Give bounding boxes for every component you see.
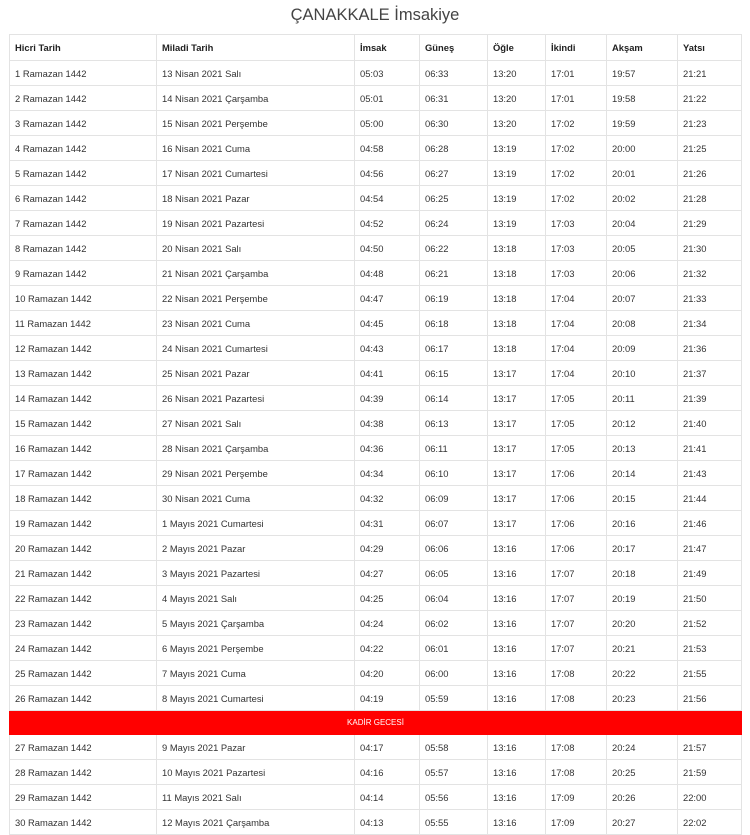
cell-gunes: 06:28 — [420, 136, 488, 161]
cell-hicri-tarih: 4 Ramazan 1442 — [10, 136, 157, 161]
cell-imsak: 04:52 — [355, 211, 420, 236]
cell-hicri-tarih: 8 Ramazan 1442 — [10, 236, 157, 261]
cell-yatsi: 21:50 — [678, 586, 742, 611]
cell-hicri-tarih: 14 Ramazan 1442 — [10, 386, 157, 411]
cell-yatsi: 21:21 — [678, 61, 742, 86]
cell-ogle: 13:19 — [488, 211, 546, 236]
cell-imsak: 05:03 — [355, 61, 420, 86]
cell-miladi-tarih: 4 Mayıs 2021 Salı — [157, 586, 355, 611]
cell-miladi-tarih: 17 Nisan 2021 Cumartesi — [157, 161, 355, 186]
cell-ikindi: 17:09 — [546, 810, 607, 835]
cell-hicri-tarih: 9 Ramazan 1442 — [10, 261, 157, 286]
cell-yatsi: 21:49 — [678, 561, 742, 586]
cell-aksam: 19:58 — [607, 86, 678, 111]
cell-aksam: 20:24 — [607, 735, 678, 760]
cell-imsak: 04:24 — [355, 611, 420, 636]
cell-yatsi: 21:28 — [678, 186, 742, 211]
cell-yatsi: 21:30 — [678, 236, 742, 261]
cell-miladi-tarih: 14 Nisan 2021 Çarşamba — [157, 86, 355, 111]
cell-gunes: 06:27 — [420, 161, 488, 186]
cell-hicri-tarih: 26 Ramazan 1442 — [10, 686, 157, 711]
cell-miladi-tarih: 8 Mayıs 2021 Cumartesi — [157, 686, 355, 711]
table-row — [10, 511, 742, 536]
cell-miladi-tarih: 27 Nisan 2021 Salı — [157, 411, 355, 436]
cell-yatsi: 21:47 — [678, 536, 742, 561]
cell-ikindi: 17:04 — [546, 311, 607, 336]
cell-imsak: 05:00 — [355, 111, 420, 136]
cell-aksam: 20:20 — [607, 611, 678, 636]
cell-miladi-tarih: 15 Nisan 2021 Perşembe — [157, 111, 355, 136]
table-row — [10, 311, 742, 336]
header-miladi-tarih: Miladi Tarih — [157, 35, 355, 61]
cell-aksam: 20:05 — [607, 236, 678, 261]
cell-ikindi: 17:01 — [546, 61, 607, 86]
cell-gunes: 06:02 — [420, 611, 488, 636]
table-row — [10, 686, 742, 711]
cell-yatsi: 21:55 — [678, 661, 742, 686]
cell-yatsi: 21:33 — [678, 286, 742, 311]
header-gunes: Güneş — [420, 35, 488, 61]
cell-hicri-tarih: 7 Ramazan 1442 — [10, 211, 157, 236]
cell-ogle: 13:16 — [488, 661, 546, 686]
cell-ogle: 13:18 — [488, 286, 546, 311]
cell-aksam: 20:09 — [607, 336, 678, 361]
cell-aksam: 20:19 — [607, 586, 678, 611]
cell-aksam: 20:15 — [607, 486, 678, 511]
cell-aksam: 20:26 — [607, 785, 678, 810]
cell-ogle: 13:19 — [488, 136, 546, 161]
cell-ogle: 13:17 — [488, 436, 546, 461]
cell-aksam: 20:13 — [607, 436, 678, 461]
cell-ogle: 13:17 — [488, 461, 546, 486]
cell-gunes: 06:05 — [420, 561, 488, 586]
cell-ogle: 13:20 — [488, 61, 546, 86]
cell-imsak: 04:29 — [355, 536, 420, 561]
cell-ikindi: 17:04 — [546, 286, 607, 311]
table-row — [10, 61, 742, 86]
cell-aksam: 20:00 — [607, 136, 678, 161]
cell-ikindi: 17:04 — [546, 336, 607, 361]
cell-miladi-tarih: 20 Nisan 2021 Salı — [157, 236, 355, 261]
cell-imsak: 04:38 — [355, 411, 420, 436]
cell-imsak: 04:25 — [355, 586, 420, 611]
cell-gunes: 06:00 — [420, 661, 488, 686]
cell-aksam: 20:01 — [607, 161, 678, 186]
cell-aksam: 20:07 — [607, 286, 678, 311]
cell-ogle: 13:16 — [488, 686, 546, 711]
cell-gunes: 06:07 — [420, 511, 488, 536]
table-row — [10, 636, 742, 661]
cell-imsak: 04:36 — [355, 436, 420, 461]
cell-ogle: 13:17 — [488, 511, 546, 536]
cell-yatsi: 21:59 — [678, 760, 742, 785]
kadir-gecesi-label: KADİR GECESİ — [10, 711, 742, 735]
cell-ikindi: 17:02 — [546, 136, 607, 161]
cell-gunes: 06:30 — [420, 111, 488, 136]
cell-miladi-tarih: 22 Nisan 2021 Perşembe — [157, 286, 355, 311]
table-row — [10, 536, 742, 561]
table-row — [10, 161, 742, 186]
cell-hicri-tarih: 3 Ramazan 1442 — [10, 111, 157, 136]
cell-miladi-tarih: 12 Mayıs 2021 Çarşamba — [157, 810, 355, 835]
cell-hicri-tarih: 5 Ramazan 1442 — [10, 161, 157, 186]
cell-yatsi: 21:41 — [678, 436, 742, 461]
cell-yatsi: 21:29 — [678, 211, 742, 236]
page-title: ÇANAKKALE İmsakiye — [290, 6, 460, 24]
table-row — [10, 486, 742, 511]
cell-ikindi: 17:07 — [546, 611, 607, 636]
cell-miladi-tarih: 21 Nisan 2021 Çarşamba — [157, 261, 355, 286]
cell-ikindi: 17:07 — [546, 586, 607, 611]
cell-ogle: 13:18 — [488, 336, 546, 361]
cell-ikindi: 17:08 — [546, 686, 607, 711]
table-row — [10, 810, 742, 835]
cell-aksam: 20:21 — [607, 636, 678, 661]
cell-imsak: 04:16 — [355, 760, 420, 785]
cell-miladi-tarih: 24 Nisan 2021 Cumartesi — [157, 336, 355, 361]
cell-hicri-tarih: 21 Ramazan 1442 — [10, 561, 157, 586]
cell-ikindi: 17:06 — [546, 461, 607, 486]
cell-yatsi: 21:23 — [678, 111, 742, 136]
cell-ikindi: 17:01 — [546, 86, 607, 111]
cell-yatsi: 21:36 — [678, 336, 742, 361]
cell-gunes: 06:25 — [420, 186, 488, 211]
cell-ikindi: 17:07 — [546, 636, 607, 661]
cell-imsak: 04:56 — [355, 161, 420, 186]
cell-ogle: 13:20 — [488, 86, 546, 111]
cell-ogle: 13:19 — [488, 186, 546, 211]
table-row — [10, 586, 742, 611]
cell-ikindi: 17:06 — [546, 511, 607, 536]
cell-aksam: 19:57 — [607, 61, 678, 86]
cell-aksam: 20:10 — [607, 361, 678, 386]
cell-miladi-tarih: 3 Mayıs 2021 Pazartesi — [157, 561, 355, 586]
table-row — [10, 735, 742, 760]
cell-ogle: 13:17 — [488, 386, 546, 411]
cell-yatsi: 21:34 — [678, 311, 742, 336]
header-hicri-tarih: Hicri Tarih — [10, 35, 157, 61]
cell-miladi-tarih: 6 Mayıs 2021 Perşembe — [157, 636, 355, 661]
cell-hicri-tarih: 2 Ramazan 1442 — [10, 86, 157, 111]
cell-aksam: 20:18 — [607, 561, 678, 586]
cell-aksam: 20:27 — [607, 810, 678, 835]
cell-yatsi: 21:52 — [678, 611, 742, 636]
cell-yatsi: 21:40 — [678, 411, 742, 436]
cell-miladi-tarih: 30 Nisan 2021 Cuma — [157, 486, 355, 511]
cell-ogle: 13:16 — [488, 735, 546, 760]
cell-yatsi: 21:26 — [678, 161, 742, 186]
cell-miladi-tarih: 7 Mayıs 2021 Cuma — [157, 661, 355, 686]
cell-ogle: 13:16 — [488, 636, 546, 661]
table-row — [10, 336, 742, 361]
cell-gunes: 06:33 — [420, 61, 488, 86]
cell-aksam: 20:22 — [607, 661, 678, 686]
cell-ikindi: 17:02 — [546, 161, 607, 186]
cell-imsak: 04:41 — [355, 361, 420, 386]
cell-yatsi: 21:37 — [678, 361, 742, 386]
cell-ogle: 13:16 — [488, 810, 546, 835]
table-row — [10, 186, 742, 211]
cell-miladi-tarih: 10 Mayıs 2021 Pazartesi — [157, 760, 355, 785]
cell-imsak: 04:45 — [355, 311, 420, 336]
table-row — [10, 661, 742, 686]
table-row — [10, 386, 742, 411]
cell-yatsi: 21:32 — [678, 261, 742, 286]
cell-ikindi: 17:05 — [546, 386, 607, 411]
table-row — [10, 136, 742, 161]
cell-miladi-tarih: 9 Mayıs 2021 Pazar — [157, 735, 355, 760]
cell-gunes: 06:10 — [420, 461, 488, 486]
cell-ikindi: 17:05 — [546, 436, 607, 461]
cell-gunes: 06:11 — [420, 436, 488, 461]
cell-ikindi: 17:07 — [546, 561, 607, 586]
cell-miladi-tarih: 13 Nisan 2021 Salı — [157, 61, 355, 86]
cell-hicri-tarih: 12 Ramazan 1442 — [10, 336, 157, 361]
cell-imsak: 04:17 — [355, 735, 420, 760]
cell-imsak: 04:43 — [355, 336, 420, 361]
table-header-row — [10, 35, 742, 61]
table-row — [10, 361, 742, 386]
table-row — [10, 436, 742, 461]
cell-hicri-tarih: 28 Ramazan 1442 — [10, 760, 157, 785]
cell-hicri-tarih: 30 Ramazan 1442 — [10, 810, 157, 835]
cell-miladi-tarih: 23 Nisan 2021 Cuma — [157, 311, 355, 336]
cell-aksam: 20:08 — [607, 311, 678, 336]
cell-ikindi: 17:06 — [546, 486, 607, 511]
cell-miladi-tarih: 2 Mayıs 2021 Pazar — [157, 536, 355, 561]
cell-hicri-tarih: 6 Ramazan 1442 — [10, 186, 157, 211]
cell-miladi-tarih: 18 Nisan 2021 Pazar — [157, 186, 355, 211]
cell-hicri-tarih: 23 Ramazan 1442 — [10, 611, 157, 636]
cell-gunes: 06:17 — [420, 336, 488, 361]
cell-aksam: 20:06 — [607, 261, 678, 286]
cell-gunes: 06:04 — [420, 586, 488, 611]
header-ogle: Öğle — [488, 35, 546, 61]
cell-gunes: 06:01 — [420, 636, 488, 661]
cell-gunes: 05:58 — [420, 735, 488, 760]
cell-ikindi: 17:03 — [546, 261, 607, 286]
cell-hicri-tarih: 1 Ramazan 1442 — [10, 61, 157, 86]
cell-hicri-tarih: 24 Ramazan 1442 — [10, 636, 157, 661]
cell-miladi-tarih: 11 Mayıs 2021 Salı — [157, 785, 355, 810]
cell-yatsi: 22:02 — [678, 810, 742, 835]
cell-imsak: 04:19 — [355, 686, 420, 711]
cell-imsak: 04:58 — [355, 136, 420, 161]
cell-ogle: 13:17 — [488, 411, 546, 436]
cell-ogle: 13:16 — [488, 586, 546, 611]
cell-imsak: 04:27 — [355, 561, 420, 586]
cell-ikindi: 17:05 — [546, 411, 607, 436]
cell-ikindi: 17:04 — [546, 361, 607, 386]
cell-yatsi: 21:57 — [678, 735, 742, 760]
cell-miladi-tarih: 1 Mayıs 2021 Cumartesi — [157, 511, 355, 536]
header-aksam: Akşam — [607, 35, 678, 61]
cell-yatsi: 21:56 — [678, 686, 742, 711]
cell-gunes: 05:55 — [420, 810, 488, 835]
cell-gunes: 05:56 — [420, 785, 488, 810]
kadir-gecesi-row — [10, 711, 742, 735]
cell-aksam: 19:59 — [607, 111, 678, 136]
cell-aksam: 20:14 — [607, 461, 678, 486]
table-body — [10, 61, 742, 835]
table-row — [10, 286, 742, 311]
cell-hicri-tarih: 29 Ramazan 1442 — [10, 785, 157, 810]
cell-hicri-tarih: 17 Ramazan 1442 — [10, 461, 157, 486]
header-ikindi: İkindi — [546, 35, 607, 61]
cell-hicri-tarih: 15 Ramazan 1442 — [10, 411, 157, 436]
cell-hicri-tarih: 18 Ramazan 1442 — [10, 486, 157, 511]
cell-ikindi: 17:08 — [546, 735, 607, 760]
table-row — [10, 785, 742, 810]
cell-gunes: 06:31 — [420, 86, 488, 111]
cell-aksam: 20:11 — [607, 386, 678, 411]
cell-gunes: 06:24 — [420, 211, 488, 236]
cell-ogle: 13:20 — [488, 111, 546, 136]
cell-imsak: 04:14 — [355, 785, 420, 810]
cell-imsak: 05:01 — [355, 86, 420, 111]
table-row — [10, 261, 742, 286]
cell-yatsi: 22:00 — [678, 785, 742, 810]
cell-miladi-tarih: 16 Nisan 2021 Cuma — [157, 136, 355, 161]
cell-gunes: 06:21 — [420, 261, 488, 286]
cell-yatsi: 21:25 — [678, 136, 742, 161]
cell-gunes: 06:15 — [420, 361, 488, 386]
cell-imsak: 04:50 — [355, 236, 420, 261]
cell-miladi-tarih: 26 Nisan 2021 Pazartesi — [157, 386, 355, 411]
cell-yatsi: 21:46 — [678, 511, 742, 536]
table-row — [10, 86, 742, 111]
cell-yatsi: 21:39 — [678, 386, 742, 411]
cell-imsak: 04:32 — [355, 486, 420, 511]
cell-aksam: 20:23 — [607, 686, 678, 711]
cell-ogle: 13:16 — [488, 536, 546, 561]
cell-yatsi: 21:44 — [678, 486, 742, 511]
table-row — [10, 236, 742, 261]
cell-ogle: 13:16 — [488, 561, 546, 586]
cell-ogle: 13:16 — [488, 760, 546, 785]
cell-aksam: 20:02 — [607, 186, 678, 211]
cell-ikindi: 17:02 — [546, 111, 607, 136]
table-row — [10, 111, 742, 136]
cell-gunes: 05:59 — [420, 686, 488, 711]
cell-ikindi: 17:02 — [546, 186, 607, 211]
cell-miladi-tarih: 25 Nisan 2021 Pazar — [157, 361, 355, 386]
cell-imsak: 04:54 — [355, 186, 420, 211]
cell-hicri-tarih: 11 Ramazan 1442 — [10, 311, 157, 336]
cell-aksam: 20:17 — [607, 536, 678, 561]
cell-miladi-tarih: 28 Nisan 2021 Çarşamba — [157, 436, 355, 461]
cell-imsak: 04:47 — [355, 286, 420, 311]
cell-gunes: 06:09 — [420, 486, 488, 511]
cell-miladi-tarih: 19 Nisan 2021 Pazartesi — [157, 211, 355, 236]
cell-ogle: 13:18 — [488, 236, 546, 261]
cell-gunes: 06:18 — [420, 311, 488, 336]
cell-ikindi: 17:03 — [546, 211, 607, 236]
cell-ogle: 13:18 — [488, 311, 546, 336]
cell-miladi-tarih: 5 Mayıs 2021 Çarşamba — [157, 611, 355, 636]
cell-hicri-tarih: 16 Ramazan 1442 — [10, 436, 157, 461]
cell-aksam: 20:12 — [607, 411, 678, 436]
cell-hicri-tarih: 22 Ramazan 1442 — [10, 586, 157, 611]
cell-aksam: 20:16 — [607, 511, 678, 536]
cell-gunes: 06:22 — [420, 236, 488, 261]
table-row — [10, 611, 742, 636]
cell-ogle: 13:19 — [488, 161, 546, 186]
cell-ikindi: 17:08 — [546, 661, 607, 686]
cell-ogle: 13:18 — [488, 261, 546, 286]
cell-hicri-tarih: 13 Ramazan 1442 — [10, 361, 157, 386]
cell-gunes: 06:14 — [420, 386, 488, 411]
cell-imsak: 04:39 — [355, 386, 420, 411]
cell-gunes: 06:13 — [420, 411, 488, 436]
cell-ogle: 13:16 — [488, 785, 546, 810]
table-row — [10, 411, 742, 436]
cell-yatsi: 21:53 — [678, 636, 742, 661]
cell-hicri-tarih: 10 Ramazan 1442 — [10, 286, 157, 311]
table-row — [10, 211, 742, 236]
header-imsak: İmsak — [355, 35, 420, 61]
cell-imsak: 04:48 — [355, 261, 420, 286]
imsakiye-table — [9, 34, 742, 835]
cell-hicri-tarih: 27 Ramazan 1442 — [10, 735, 157, 760]
cell-imsak: 04:20 — [355, 661, 420, 686]
cell-gunes: 06:19 — [420, 286, 488, 311]
cell-ikindi: 17:06 — [546, 536, 607, 561]
cell-gunes: 06:06 — [420, 536, 488, 561]
cell-ikindi: 17:08 — [546, 760, 607, 785]
cell-hicri-tarih: 25 Ramazan 1442 — [10, 661, 157, 686]
cell-ogle: 13:16 — [488, 611, 546, 636]
cell-imsak: 04:31 — [355, 511, 420, 536]
cell-hicri-tarih: 20 Ramazan 1442 — [10, 536, 157, 561]
cell-ikindi: 17:03 — [546, 236, 607, 261]
table-row — [10, 760, 742, 785]
cell-ikindi: 17:09 — [546, 785, 607, 810]
cell-gunes: 05:57 — [420, 760, 488, 785]
cell-aksam: 20:25 — [607, 760, 678, 785]
cell-imsak: 04:34 — [355, 461, 420, 486]
table-row — [10, 461, 742, 486]
table-row — [10, 561, 742, 586]
cell-ogle: 13:17 — [488, 486, 546, 511]
cell-aksam: 20:04 — [607, 211, 678, 236]
cell-hicri-tarih: 19 Ramazan 1442 — [10, 511, 157, 536]
cell-imsak: 04:22 — [355, 636, 420, 661]
cell-imsak: 04:13 — [355, 810, 420, 835]
cell-yatsi: 21:22 — [678, 86, 742, 111]
cell-yatsi: 21:43 — [678, 461, 742, 486]
cell-miladi-tarih: 29 Nisan 2021 Perşembe — [157, 461, 355, 486]
header-yatsi: Yatsı — [678, 35, 742, 61]
cell-ogle: 13:17 — [488, 361, 546, 386]
